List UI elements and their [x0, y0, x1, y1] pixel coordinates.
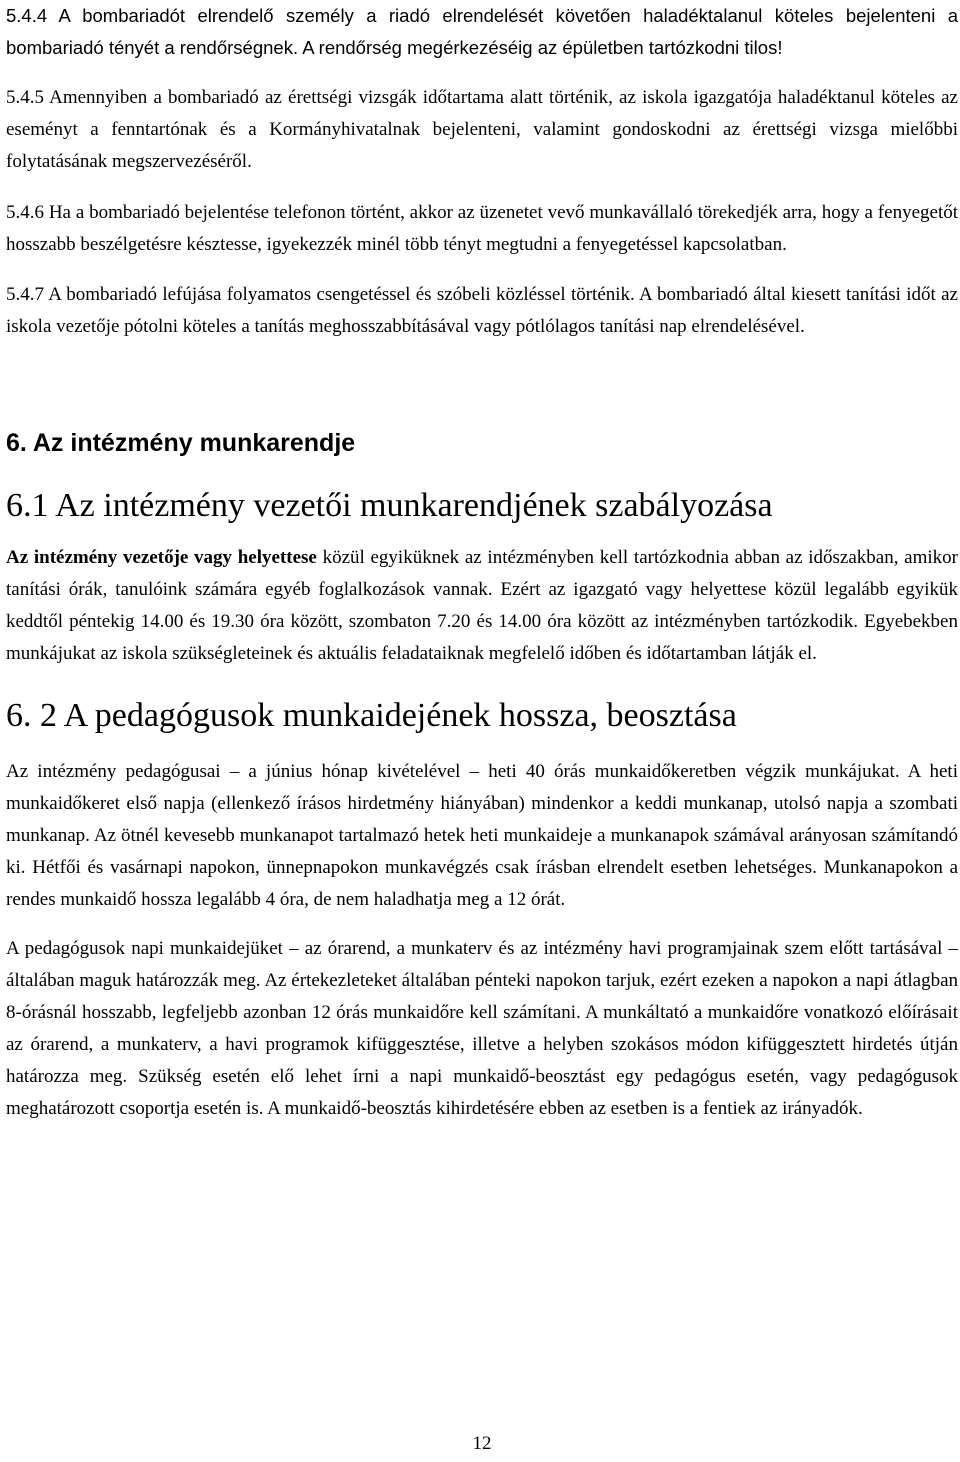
section-6-1-body: közül egyiküknek az intézményben kell tartózkodnia abban az időszakban, amikor tanítási órák, tanulóink számára egyéb foglalkozások vannak. Ezért az igazgató vagy helyettese közül legalább egyikük keddtől péntekig 14.00 és 19.30 óra között, szombaton 7.20 és 14.00 óra között az intézményben tartózkodik. Egyebekben munkájukat az iskola szükségleteinek és aktuális feladataiknak megfelelő időben és időtartamban látják el. [6, 547, 958, 664]
section-6-2-heading: 6. 2 A pedagógusok munkaidejének hossza, beosztása [6, 697, 737, 734]
paragraph-5-4-4: 5.4.4 A bombariadót elrendelő személy a riadó elrendelését követően haladéktalanul köteles bejelenteni a bombariadó tényét a rendőrségnek. A rendőrség megérkezéséig az épületben tartózkodni tilos! [6, 5, 958, 58]
document-page [6, 0, 958, 1454]
paragraph-5-4-5: 5.4.5 Amennyiben a bombariadó az érettségi vizsgák időtartama alatt történik, az iskola igazgatója haladéktanul köteles az eseményt a fenntartónak és a Kormányhivatalnak bejelenteni, valamint gondoskodni az érettségi vizsga mielőbbi folytatásának megszervezéséről. [6, 87, 958, 172]
section-6-1-heading: 6.1 Az intézmény vezetői munkarendjének szabályozása [6, 487, 773, 524]
section-6-2-paragraph-2: A pedagógusok napi munkaidejüket – az órarend, a munkaterv és az intézmény havi programjainak szem előtt tartásával – általában maguk határozzák meg. Az értekezleteket általában pénteki napokon tarjuk, ezért ezeken a napokon a napi átlagban 8-órásnál hosszabb, legfeljebb azonban 12 órás munkaidőre kell számítani. A munkáltató a munkaidőre vonatkozó előírásait az órarend, a munkaterv, a havi programok kifüggesztése, illetve a helyben szokásos módon kifüggesztett hirdetés útján határozza meg. Szükség esetén elő lehet írni a napi munkaidő-beosztást egy pedagógus esetén, vagy pedagógusok meghatározott csoportja esetén is. A munkaidő-beosztás kihirdetésére ebben az esetben is a fentiek az irányadók. [6, 938, 958, 1119]
paragraph-5-4-7: 5.4.7 A bombariadó lefújása folyamatos csengetéssel és szóbeli közléssel történik. A bombariadó által kiesett tanítási időt az iskola vezetője pótolni köteles a tanítás meghosszabbításával vagy pótlólagos tanítási nap elrendelésével. [6, 284, 958, 337]
section-6-1-bold-lead: Az intézmény vezetője vagy helyettese [6, 547, 317, 568]
page-number: 12 [472, 1433, 492, 1454]
chapter-heading: 6. Az intézmény munkarendje [6, 429, 356, 457]
section-6-2-paragraph-1: Az intézmény pedagógusai – a június hónap kivételével – heti 40 órás munkaidőkeretben végzik munkájukat. A heti munkaidőkeret első napja (ellenkező írásos hirdetmény hiányában) mindenkor a keddi munkanap, utolsó napja a szombati munkanap. Az ötnél kevesebb munkanapot tartalmazó hetek heti munkaideje a munkanapok számával arányosan számítandó ki. Hétfői és vasárnapi napokon, ünnepnapokon munkavégzés csak írásban elrendelt esetben lehetséges. Munkanapokon a rendes munkaidő hossza legalább 4 óra, de nem haladhatja meg a 12 órát. [6, 761, 958, 910]
paragraph-5-4-6: 5.4.6 Ha a bombariadó bejelentése telefonon történt, akkor az üzenetet vevő munkavállaló törekedjék arra, hogy a fenyegetőt hosszabb beszélgetésre késztesse, igyekezzék minél több tényt megtudni a fenyegetéssel kapcsolatban. [6, 202, 958, 255]
section-6-1-paragraph [6, 542, 958, 670]
